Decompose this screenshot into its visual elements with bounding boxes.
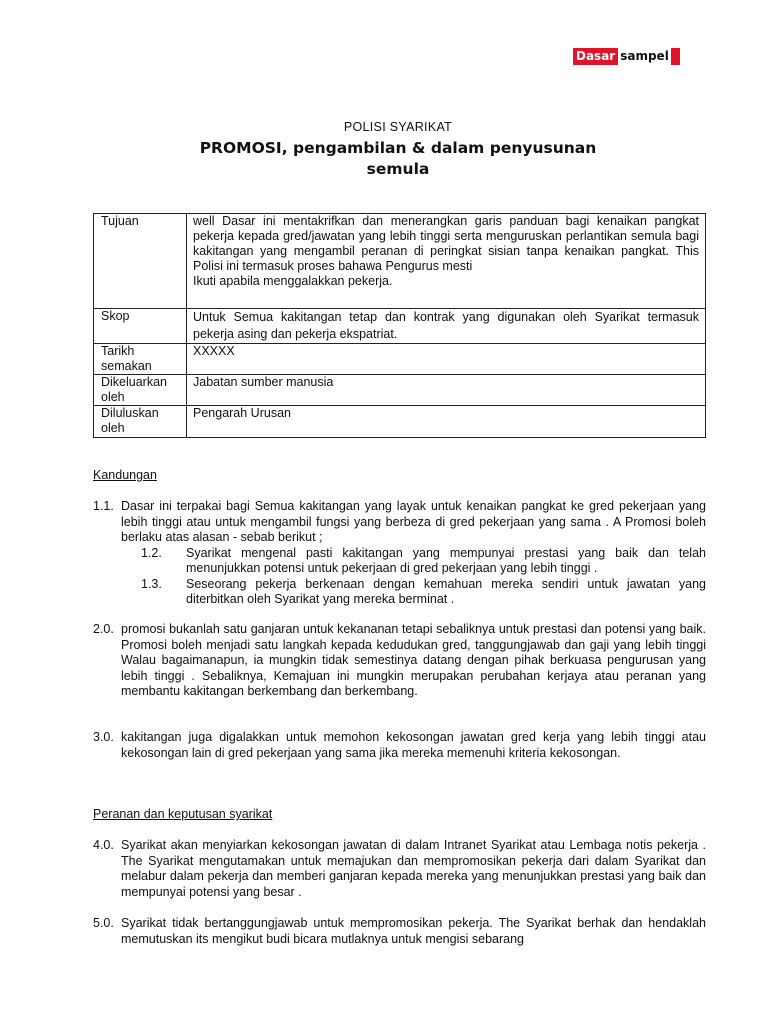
list-item bbox=[93, 622, 706, 700]
row-label: Tujuan bbox=[94, 214, 187, 309]
badge-red-label: Dasar bbox=[573, 48, 618, 65]
policy-pre-title: POLISI SYARIKAT bbox=[343, 120, 453, 134]
item-text: Syarikat akan menyiarkan kekosongan jawatan di dalam Intranet Syarikat atau Lembaga notis pekerja . The Syarikat mengutamakan untuk memajukan dan mempromosikan pekerja dari dalam Syarikat dan melabur dalam pekerja dan memberi ganjaran kepada mereka yang menunjukkan prestasi yang baik dan mempunyai potensi yang besar . bbox=[121, 838, 706, 899]
table-row bbox=[94, 344, 706, 375]
row-value: Pengarah Urusan bbox=[187, 406, 706, 438]
list-item bbox=[141, 546, 706, 577]
item-text: kakitangan juga digalakkan untuk memohon kekosongan jawatan gred kerja yang lebih tinggi atau kekosongan lain di gred pekerjaan yang sama jika mereka memenuhi kriteria kekosongan. bbox=[121, 730, 706, 760]
row-label: Skop bbox=[94, 309, 187, 344]
item-number: 5.0. bbox=[93, 916, 114, 930]
list-item bbox=[93, 730, 706, 761]
policy-info-table bbox=[93, 213, 706, 438]
row-value: XXXXX bbox=[187, 344, 706, 375]
item-text: Syarikat mengenal pasti kakitangan yang mempunyai prestasi yang baik dan telah menunjukkan potensi untuk pekerjaan di gred pekerjaan yang lebih tinggi . bbox=[186, 545, 706, 575]
list-item bbox=[93, 838, 706, 900]
item-number: 4.0. bbox=[93, 838, 114, 852]
item-number: 1.2. bbox=[141, 545, 162, 560]
table-row bbox=[94, 375, 706, 406]
table-row bbox=[94, 214, 706, 309]
table-row bbox=[94, 309, 706, 344]
row-label: Tarikh semakan bbox=[94, 344, 187, 375]
item-text: Dasar ini terpakai bagi Semua kakitangan yang layak untuk kenaikan pangkat ke gred pekerjaan yang lebih tinggi atau untuk mengambil fungsi yang berbeza di gred pekerjaan yang sama . A Promosi boleh berlaku atas alasan - sebab berikut ; bbox=[121, 499, 706, 544]
badge-white-label: sampel bbox=[620, 49, 669, 63]
row-label: Dikeluarkan oleh bbox=[94, 375, 187, 406]
row-value bbox=[187, 214, 706, 309]
item-number: 1.1. bbox=[93, 499, 114, 513]
policy-title-line1: PROMOSI, pengambilan & dalam penyusunan bbox=[199, 139, 597, 157]
item-text: Seseorang pekerja berkenaan dengan kemahuan mereka sendiri untuk jawatan yang diterbitkan oleh Syarikat yang mereka berminat . bbox=[186, 576, 706, 606]
kandungan-heading: Kandungan bbox=[93, 468, 157, 482]
row-label: Diluluskan oleh bbox=[94, 406, 187, 438]
item-number: 2.0. bbox=[93, 622, 114, 636]
table-row bbox=[94, 406, 706, 438]
row-value-extra: Ikuti apabila menggalakkan pekerja. bbox=[193, 274, 393, 288]
item-text: Syarikat tidak bertanggungjawab untuk mempromosikan pekerja. The Syarikat berhak dan hendaklah memutuskan its mengikut budi bicara mutlaknya untuk mengisi sebarang bbox=[121, 916, 706, 946]
section-kandungan bbox=[93, 468, 706, 484]
list-item bbox=[141, 577, 706, 608]
policy-title bbox=[0, 138, 768, 180]
row-value-text: well Dasar ini mentakrifkan dan menerangkan garis panduan bagi kenaikan pangkat pekerja kepada gred/jawatan yang lebih tinggi serta menguruskan perlantikan semula bagi kakitangan yang mengambil peranan di peringkat sisian tanpa kenaikan pangkat. This Polisi ini termasuk proses bahawa Pengurus mesti bbox=[193, 214, 699, 273]
list-item bbox=[93, 916, 706, 947]
item-number: 1.3. bbox=[141, 576, 162, 591]
list-item bbox=[93, 499, 706, 608]
section-peranan bbox=[93, 807, 706, 823]
row-value: Untuk Semua kakitangan tetap dan kontrak yang digunakan oleh Syarikat termasuk pekerja asing dan pekerja ekspatriat. bbox=[187, 309, 706, 344]
badge-red-block bbox=[671, 48, 680, 65]
policy-title-line2: semula bbox=[366, 160, 430, 178]
sample-badge bbox=[573, 48, 680, 65]
peranan-heading: Peranan dan keputusan syarikat bbox=[93, 807, 273, 821]
item-text: promosi bukanlah satu ganjaran untuk kekananan tetapi sebaliknya untuk prestasi dan potensi yang baik. Promosi boleh menjadi satu langkah kepada kedudukan gred, tanggungjawab dan gaji yang lebih tinggi Walau bagaimanapun, ia mungkin tidak semestinya datang dengan pihak berkuasa pengurusan yang lebih tinggi . Sebaliknya, Kemajuan ini mungkin merupakan perubahan kerjaya atau peranan yang membantu kakitangan berkembang dan berkembang. bbox=[121, 622, 706, 698]
row-value: Jabatan sumber manusia bbox=[187, 375, 706, 406]
item-number: 3.0. bbox=[93, 730, 114, 744]
